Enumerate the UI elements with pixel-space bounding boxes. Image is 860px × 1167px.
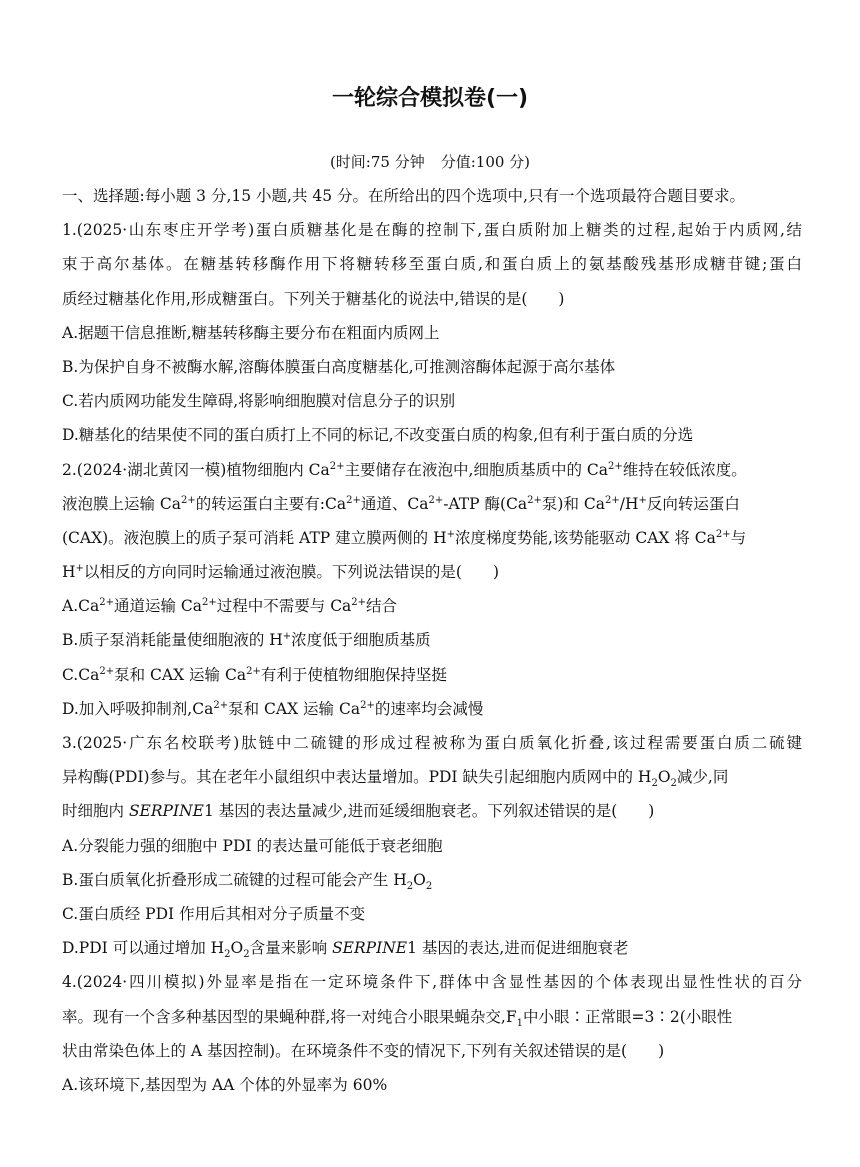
question-1-option-c: C.若内质网功能发生障碍,将影响细胞膜对信息分子的识别: [62, 392, 456, 411]
question-4-line-2: 率。现有一个含多种基因型的果蝇种群,将一对纯合小眼果蝇杂交$,F_1$中小眼∶正常眼=3∶2(小眼性: [62, 1007, 733, 1029]
question-2-line-3: (CAX)。液泡膜上的质子泵可消耗 ATP 建立膜两侧的 H+浓度梯度势能,该势能驱动 CAX 将 $Ca^{2+}$与: [62, 528, 747, 547]
question-1-line-3: 质经过糖基化作用,形成糖蛋白。下列关于糖基化的说法中,错误的是( ): [62, 289, 565, 308]
question-4-line-3: 状由常染色体上的 A 基因控制)。在环境条件不变的情况下,下列有关叙述错误的是( ): [62, 1041, 665, 1060]
question-2-line-2: 液泡膜上运输 $Ca^{2+}$的转运蛋白主要有$:Ca^{2+}$通道、$Ca^{2+}$-ATP 酶($Ca^{2+}$泵)和 $Ca^{2+}/H^+$反向转运蛋白: [62, 494, 740, 513]
question-1-option-b: B.为保护自身不被酶水解,溶酶体膜蛋白高度糖基化,可推测溶酶体起源于高尔基体: [62, 357, 616, 376]
section-heading: 一、选择题:每小题 3 分,15 小题,共 45 分。在所给出的四个选项中,只有一个选项最符合题目要求。: [62, 187, 745, 205]
question-2-option-a: $A.Ca^{2+}$通道运输 $Ca^{2+}$过程中不需要与 $Ca^{2+}$结合: [62, 597, 398, 616]
question-3-line-1: 3.(2025·广东名校联考)肽链中二硫键的形成过程被称为蛋白质氧化折叠,该过程需要蛋白质二硫键: [62, 734, 802, 752]
question-1-option-d: D.糖基化的结果使不同的蛋白质打上不同的标记,不改变蛋白质的构象,但有利于蛋白质的分选: [62, 426, 694, 445]
question-1-line-2: 束于高尔基体。在糖基转移酶作用下将糖转移至蛋白质,和蛋白质上的氨基酸残基形成糖苷键;蛋白: [62, 255, 802, 274]
question-2-option-c: $C.Ca^{2+}$泵和 CAX 运输 $Ca^{2+}$有利于使植物细胞保持坚挺: [62, 665, 447, 684]
time-label: (时间:75 分钟: [329, 153, 425, 171]
question-4-line-1: 4.(2024·四川模拟)外显率是指在一定环境条件下,群体中含显性基因的个体表现出显性性状的百分: [62, 973, 802, 992]
question-3-option-c: C.蛋白质经 PDI 作用后其相对分子质量不变: [62, 904, 366, 923]
exam-meta: [0, 150, 860, 174]
score-label: 分值:100 分): [440, 153, 531, 171]
page-title: 一轮综合模拟卷(一): [331, 86, 529, 111]
question-2-option-d: D.加入呼吸抑制剂$,Ca^{2+}$泵和 CAX 运输 $Ca^{2+}$的速率均会减慢: [62, 699, 484, 718]
question-3-option-a: A.分裂能力强的细胞中 PDI 的表达量可能低于衰老细胞: [62, 836, 443, 855]
exam-body: [62, 179, 802, 1102]
question-1-line-1: 1.(2025·山东枣庄开学考)蛋白质糖基化是在酶的控制下,蛋白质附加上糖类的过程,起始于内质网,结: [62, 221, 802, 240]
question-4-option-a: A.该环境下,基因型为 AA 个体的外显率为 60%: [62, 1075, 388, 1094]
question-3-line-2: 异构酶(PDI)参与。其在老年小鼠组织中表达量增加。PDI 缺失引起细胞内质网中的 $H_2O_2$减少,同: [62, 768, 729, 790]
question-1-option-a: A.据题干信息推断,糖基转移酶主要分布在粗面内质网上: [62, 323, 440, 342]
question-2-option-b: B.质子泵消耗能量使细胞液的 H+浓度低于细胞质基质: [62, 631, 431, 650]
question-2-line-1: 2.(2024·湖北黄冈一模)植物细胞内 $Ca^{2+}$主要储存在液泡中,细胞质基质中的 $Ca^{2+}$维持在较低浓度。: [62, 460, 747, 479]
question-3-line-3: 时细胞内 SERPINE1 基因的表达量减少,进而延缓细胞衰老。下列叙述错误的是( ): [62, 802, 655, 821]
question-3-option-d: D.PDI 可以通过增加 $H_2O_2$含量来影响 SERPINE1 基因的表达,进而促进细胞衰老: [62, 939, 629, 961]
question-2-line-4: H+以相反的方向同时运输通过液泡膜。下列说法错误的是( ): [62, 562, 500, 582]
question-3-option-b: B.蛋白质氧化折叠形成二硫键的过程可能会产生 $H_2O_2$: [62, 870, 433, 892]
